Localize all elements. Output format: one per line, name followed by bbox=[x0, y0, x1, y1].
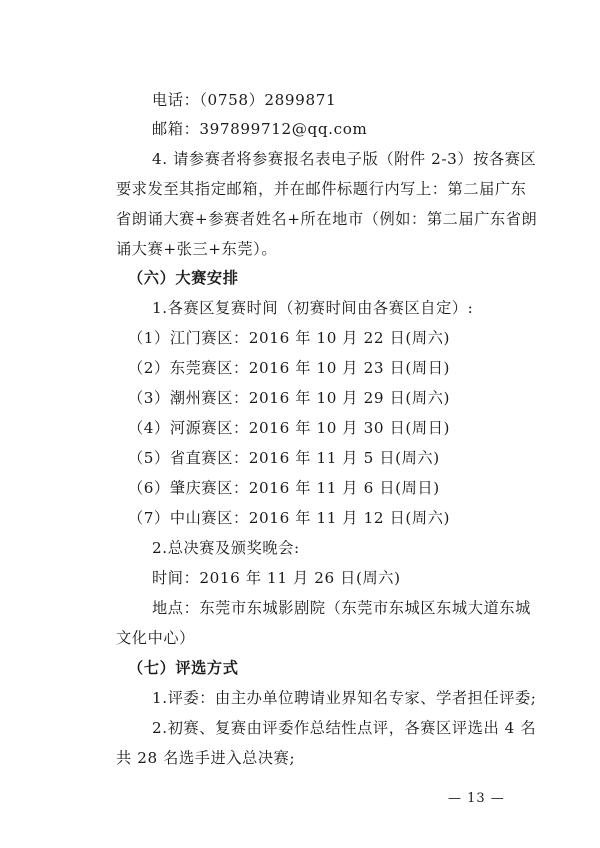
phone-line: 电话：（0758）2899871 bbox=[152, 91, 337, 109]
paragraph-line: 诵大赛+张三+东莞）。 bbox=[116, 240, 278, 258]
schedule-item: （2）东莞赛区：2016 年 10 月 23 日(周日) bbox=[128, 359, 451, 377]
paragraph-line: 1.各赛区复赛时间（初赛时间由各赛区自定）: bbox=[152, 299, 474, 317]
paragraph-line: 2.总决赛及颁奖晚会: bbox=[152, 539, 300, 557]
page-number: — 13 — bbox=[448, 791, 505, 806]
paragraph-line: 时间：2016 年 11 月 26 日(周六) bbox=[152, 569, 401, 587]
schedule-item: （7）中山赛区：2016 年 11 月 12 日(周六) bbox=[128, 509, 451, 527]
paragraph-line: 省朗诵大赛+参赛者姓名+所在地市（例如：第二届广东省朗 bbox=[116, 210, 538, 228]
schedule-item: （3）潮州赛区：2016 年 10 月 29 日(周六) bbox=[128, 389, 451, 407]
schedule-item: （1）江门赛区：2016 年 10 月 22 日(周六) bbox=[128, 329, 451, 347]
paragraph-line: 要求发至其指定邮箱，并在邮件标题行内写上：第二届广东 bbox=[116, 180, 527, 198]
section-heading-6: （六）大赛安排 bbox=[128, 269, 239, 287]
schedule-item: （5）省直赛区：2016 年 11 月 5 日(周六) bbox=[128, 449, 440, 467]
paragraph-line: 4. 请参赛者将参赛报名表电子版（附件 2-3）按各赛区 bbox=[152, 150, 537, 168]
paragraph-line: 共 28 名选手进入总决赛; bbox=[116, 749, 296, 767]
paragraph-line: 2.初赛、复赛由评委作总结性点评，各赛区评选出 4 名 bbox=[152, 719, 537, 737]
paragraph-line: 1.评委：由主办单位聘请业界知名专家、学者担任评委; bbox=[152, 689, 537, 707]
schedule-item: （4）河源赛区：2016 年 10 月 30 日(周日) bbox=[128, 419, 451, 437]
paragraph-line: 地点：东莞市东城影剧院（东莞市东城区东城大道东城 bbox=[152, 599, 531, 617]
email-line: 邮箱：397899712@qq.com bbox=[152, 120, 368, 138]
section-heading-7: （七）评选方式 bbox=[128, 659, 239, 677]
paragraph-line: 文化中心） bbox=[116, 629, 195, 647]
schedule-item: （6）肇庆赛区：2016 年 11 月 6 日(周日) bbox=[128, 479, 440, 497]
